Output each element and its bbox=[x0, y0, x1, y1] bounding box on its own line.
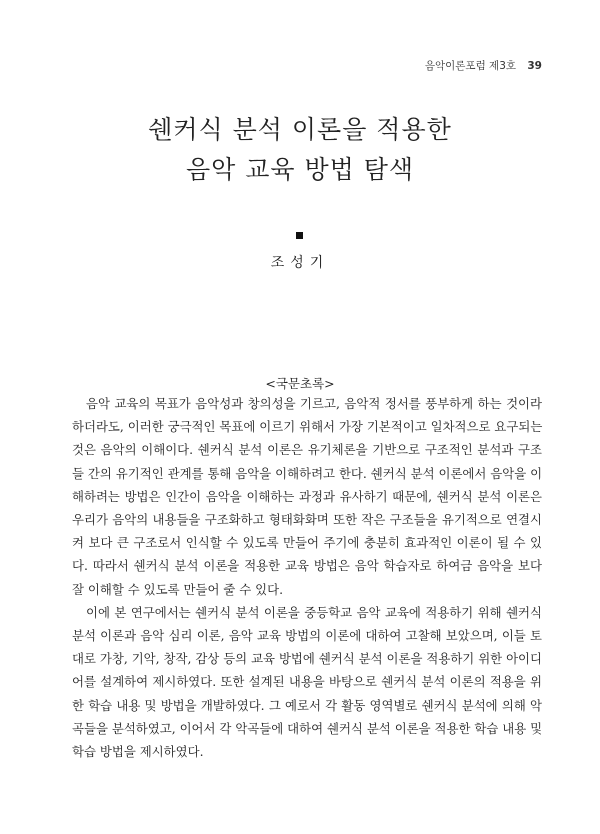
abstract-line: 분석 이론과 음악 심리 이론, 음악 교육 방법의 이론에 대하여 고찰해 보았으며, 이들 토 bbox=[72, 628, 542, 644]
title-line-2: 음악 교육 방법 탐색 bbox=[185, 155, 415, 184]
abstract-line: 잘 이해할 수 있도록 만들어 줄 수 있다. bbox=[72, 581, 284, 597]
abstract-line: 해하려는 방법은 인간이 음악을 이해하는 과정과 유사하기 때문에, 쉔커식 분석 이론은 bbox=[72, 488, 542, 504]
page-number: 39 bbox=[527, 60, 542, 72]
abstract-line: 학습 방법을 제시하였다. bbox=[72, 744, 204, 760]
abstract-line: 것은 음악의 이해이다. 쉔커식 분석 이론은 유기체론을 기반으로 구조적인 분석과 구조 bbox=[72, 442, 542, 458]
abstract-heading: <국문초록> bbox=[265, 376, 335, 391]
abstract-body bbox=[72, 392, 542, 763]
abstract-line: 음악 교육의 목표가 음악성과 창의성을 기르고, 음악적 정서를 풍부하게 하는 것이라 bbox=[86, 396, 542, 411]
paper-title bbox=[0, 110, 600, 190]
abstract-line: 곡들을 분석하였고, 이어서 각 악곡들에 대하여 쉔커식 분석 이론을 적용한 학습 내용 및 bbox=[72, 720, 543, 736]
title-line-1: 쉔커식 분석 이론을 적용한 bbox=[148, 115, 452, 144]
abstract-line: 들 간의 유기적인 관계를 통해 음악을 이해하려고 한다. 쉔커식 분석 이론에서 음악을 이 bbox=[72, 465, 543, 481]
abstract-line: 하더라도, 이러한 궁극적인 목표에 이르기 위해서 가장 기본적이고 일차적으로 요구되는 bbox=[72, 419, 543, 435]
abstract-line: 우리가 음악의 내용들을 구조화하고 형태화화며 또한 작은 구조들을 유기적으로 연결시 bbox=[72, 512, 542, 528]
abstract-line: 한 학습 내용 및 방법을 개발하였다. 그 예로서 각 활동 영역별로 쉔커식 분석에 의해 악 bbox=[72, 697, 542, 713]
journal-name: 음악이론포럼 제3호 bbox=[424, 60, 517, 72]
abstract-line: 다. 따라서 쉔커식 분석 이론을 적용한 교육 방법은 음악 학습자로 하여금 음악을 보다 bbox=[72, 558, 542, 574]
separator-square bbox=[296, 232, 303, 239]
abstract-line: 켜 보다 큰 구조로서 인식할 수 있도록 만들어 주기에 충분히 효과적인 이론이 될 수 있 bbox=[72, 535, 542, 551]
abstract-line: 대로 가창, 기악, 창작, 감상 등의 교육 방법에 쉔커식 분석 이론을 적용하기 위한 아이디 bbox=[72, 651, 542, 667]
abstract-line: 이에 본 연구에서는 쉔커식 분석 이론을 중등학교 음악 교육에 적용하기 위해 쉔커식 bbox=[86, 604, 542, 620]
running-header bbox=[425, 58, 542, 73]
author-name: 조성기 bbox=[270, 255, 330, 271]
abstract-line: 어를 설계하여 제시하였다. 또한 설계된 내용을 바탕으로 쉔커식 분석 이론의 적용을 위 bbox=[72, 674, 542, 690]
